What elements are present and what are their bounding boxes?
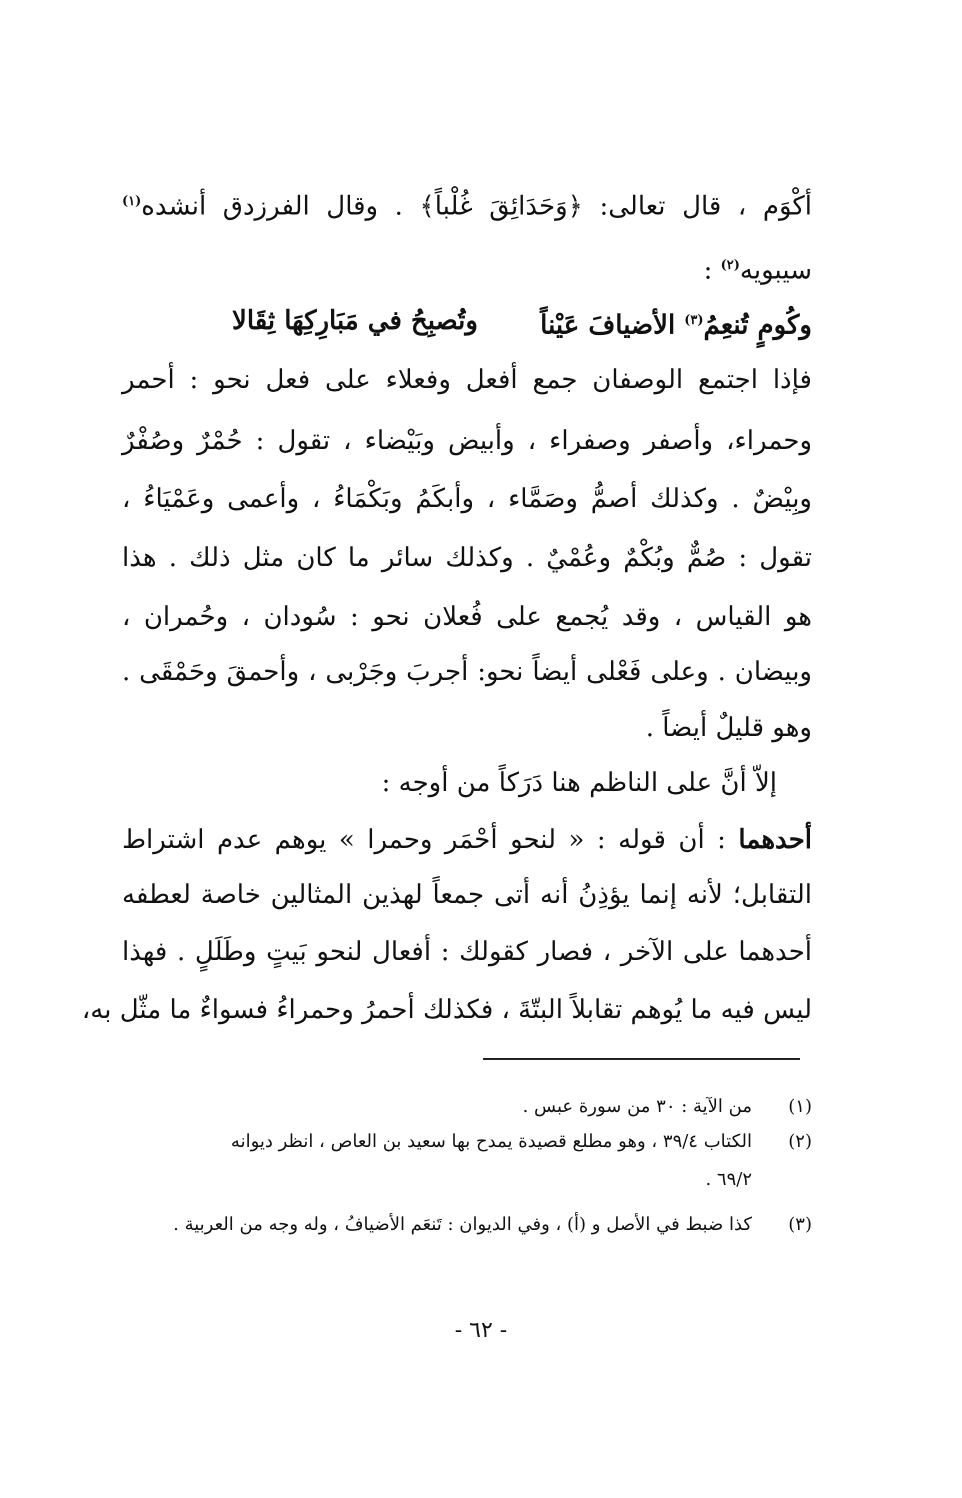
verse-first-end: الأضيافَ عَيْناً xyxy=(540,310,685,341)
verse-first-text: وكُومٍ تُنعِمُ xyxy=(703,310,812,341)
lead-word: أحدهما xyxy=(738,825,812,855)
body-line-8: وبيضان . وعلى فَعْلى أيضاً نحو: أجربَ وجَرْبى ، وأحمقَ وحَمْقَى . xyxy=(122,657,812,687)
body-line-14: ليس فيه ما يُوهم تقابلاً البتّةَ ، فكذلك أحمرُ وحمراءُ فسواءٌ ما مثّل به، xyxy=(81,995,812,1025)
footnote-3 xyxy=(122,1210,812,1240)
body-line-4: وحمراء، وأصفر وصفراء ، وأبيض وبَيْضاء ، تقول : حُمْرٌ وصُفْرٌ xyxy=(122,426,812,456)
verse-first-hemistich xyxy=(540,296,812,351)
footnote-2-continued xyxy=(122,1165,812,1195)
body-line-12: التقابل؛ لأنه إنما يؤذِنُ أنه أتى جمعاً لهذين المثالين خاصة لعطفه xyxy=(122,880,812,910)
body-line-5: وبِيْضٌ . وكذلك أصمُّ وصَمَّاء ، وأبكَمُ وبَكْمَاءُ ، وأعمى وعَمْيَاءُ ، xyxy=(122,484,812,514)
footnote-3-number: (٣) xyxy=(788,1214,812,1235)
body-line-2-text: سيبويه xyxy=(739,255,812,286)
body-line-13: أحدهما على الآخر ، فصار كقولك : أفعال لنحو بَيتٍ وطَلَلٍ . فهذا xyxy=(122,937,812,967)
footnote-1-number: (١) xyxy=(788,1096,812,1117)
body-line-1-text: أكْوَم ، قال تعالى: ﴿وَحَدَائِقَ غُلْباً﴾ . وقال الفرزدق أنشده xyxy=(141,191,812,222)
footnote-ref-2: (٢) xyxy=(720,258,740,273)
footnote-ref-3: (٣) xyxy=(684,313,704,328)
footnote-2 xyxy=(122,1127,812,1157)
footnote-3-text: كذا ضبط في الأصل و (أ) ، وفي الديوان : تَنعَم الأضيافُ ، وله وجه من العربية . xyxy=(173,1214,752,1235)
footnote-1 xyxy=(122,1092,812,1122)
footnote-2-number: (٢) xyxy=(788,1131,812,1152)
body-line-7: هو القياس ، وقد يُجمع على فُعلان نحو : سُودان ، وحُمران ، xyxy=(122,602,812,632)
body-line-9: وهو قليلٌ أيضاً . xyxy=(645,713,812,743)
body-line-11-text: : أن قوله : « لنحو أحْمَر وحمرا » يوهم عدم اشتراط xyxy=(122,825,739,855)
body-line-3: فإذا اجتمع الوصفان جمع أفعل وفعلاء على فعل نحو : أحمر xyxy=(122,365,812,395)
page-number: - ٦٢ - xyxy=(454,1318,508,1343)
footnote-1-text: من الآية : ٣٠ من سورة عبس . xyxy=(522,1096,752,1117)
body-line-6: تقول : صُمٌّ وبُكْمٌ وعُمْيٌ . وكذلك سائر ما كان مثل ذلك . هذا xyxy=(122,543,812,573)
body-line-2 xyxy=(122,246,812,291)
verse-second-hemistich: وتُصبِحُ في مَبَارِكِهَا ثِقَالا xyxy=(232,306,478,336)
footnote-2-text: الكتاب ٣٩/٤ ، وهو مطلع قصيدة يمدح بها سعيد بن العاص ، انظر ديوانه xyxy=(230,1131,752,1152)
body-line-11 xyxy=(122,820,812,860)
footnote-divider xyxy=(483,1058,800,1060)
footnote-2-text-2: ٦٩/٢ . xyxy=(705,1169,752,1190)
poetry-verse xyxy=(122,296,812,346)
footnote-ref-1: (١) xyxy=(122,194,142,209)
body-line-2-end: : xyxy=(703,255,721,286)
body-line-10: إلاّ أنَّ على الناظم هنا دَرَكاً من أوجه : xyxy=(381,768,777,798)
body-line-1 xyxy=(122,182,812,227)
